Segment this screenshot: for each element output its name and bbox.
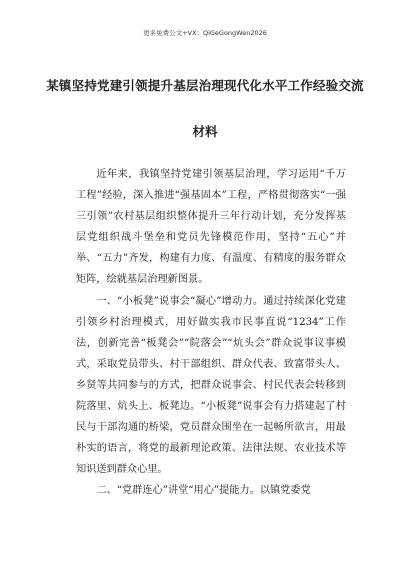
document-body xyxy=(76,164,346,502)
paragraph-intro: 近年来，我镇坚持党建引领基层治理，学习运用“千万工程”经验，深入推进“强基固本”工程，严格贯彻落实“一强三引领”农村基层组织整体提升三年行动计划，充分发挥基层党组织战斗堡垒和党员先锋模范作用，坚持“五心”并举、“五力”齐发，构建有力度、有温度、有精度的服务群众矩阵，绘就基层治理新图景。 xyxy=(76,169,346,286)
paragraph-section-1: 一、“小板凳”说事会“凝心”增动力。通过持续深化党建引领乡村治理模式，用好做实我市民事直说“1234”工作法，创新完善“板凳会”“院落会”“炕头会”群众说事议事模式，采取党员带头、村干部组织、群众代表、致富带头人、乡贤等共同参与的方式，把群众说事会、村民代表会转移到院落里、炕头上、板凳边。“小板凳”说事会有力搭建起了村民与干部沟通的桥梁，党员群众围坐在一起畅所欲言，用最朴实的语言，将党的最新理论政策、法律法规、农业技术等知识送到群众心里。 xyxy=(76,295,346,476)
header-note: 更多免费公文+VX：QiGeGongWen2026 xyxy=(143,29,267,37)
paragraph-section-2: 二、“党群连心”讲堂“用心”提能力。以镇党委党 xyxy=(96,485,311,497)
document-title: 某镇坚持党建引领提升基层治理现代化水平工作经验交流 xyxy=(46,78,364,93)
document-title-continuation: 材料 xyxy=(192,124,218,139)
